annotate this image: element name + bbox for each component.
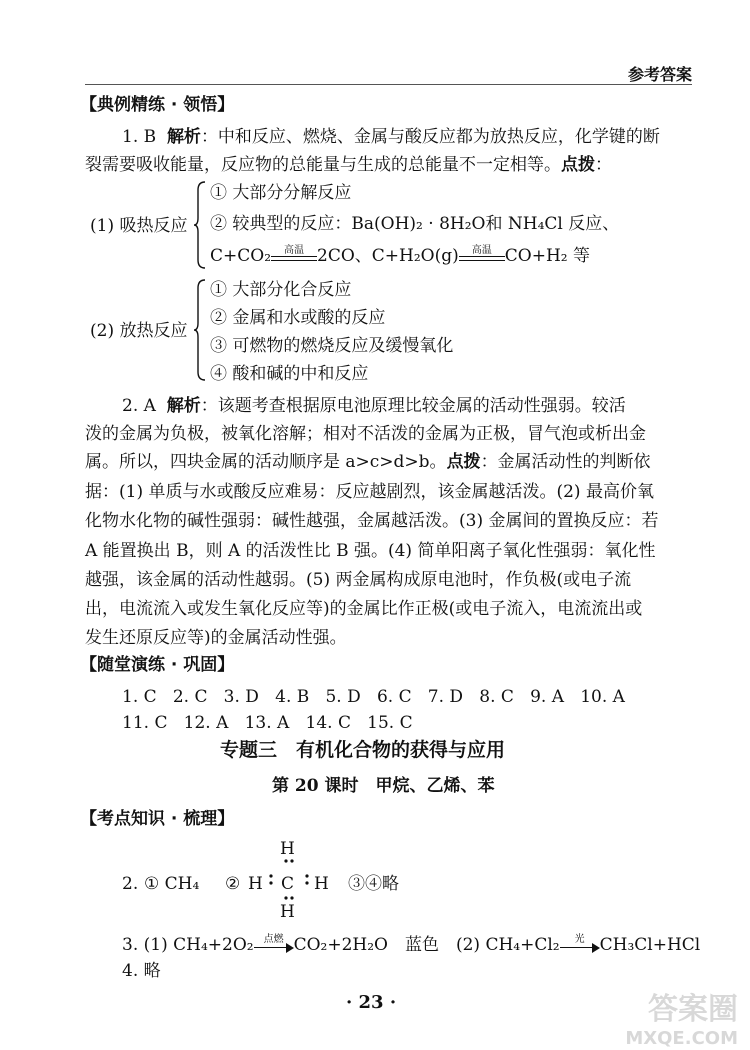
dot-c-atom: C <box>281 874 295 894</box>
q2-line7: 越强，该金属的活动性越弱。(5) 两金属构成原电池时，作负极(或电子流 <box>85 570 632 590</box>
q1-number: 1. B <box>122 127 157 147</box>
endo-brace-icon <box>193 180 207 270</box>
equals-sign-high-temp-2 <box>459 244 505 264</box>
k3-reactants-1: 3. (1) CH₄+2O₂ <box>122 935 254 955</box>
q1-dianbo-label: 点拨 <box>561 155 595 175</box>
condition-ignite: 点燃 <box>263 933 284 945</box>
endo-equation <box>210 243 590 269</box>
endo-eq-reactants: C+CO₂ <box>210 246 272 266</box>
q2-line9: 发生还原反应等)的金属活动性强。 <box>85 628 347 648</box>
exo-brace-icon <box>193 278 207 382</box>
q1-line2 <box>85 152 612 178</box>
exo-item-3: ③ 可燃物的燃烧反应及缓慢氧化 <box>210 336 454 356</box>
watermark-logo <box>598 984 738 1049</box>
q2-line2: 泼的金属为负极，被氧化溶解；相对不活泼的金属为正极，冒气泡或析出金 <box>85 424 646 444</box>
exo-label: (2) 放热反应 <box>90 321 188 341</box>
q2-number: 2. A <box>122 396 156 416</box>
k3-line <box>122 932 700 958</box>
section-title-practice: 【随堂演练 · 巩固】 <box>80 655 235 675</box>
k2-choice-34: ③④略 <box>348 874 399 894</box>
page-number: · 23 · <box>346 992 397 1013</box>
q2-line1 <box>122 393 626 419</box>
q2-dianbo-tail: ：金属活动性的判断依 <box>480 452 651 472</box>
dot-h-left: H <box>248 874 263 894</box>
section-title-knowledge: 【考点知识 · 梳理】 <box>80 809 235 829</box>
electron-dots-icon <box>260 855 320 905</box>
watermark-text: 答案圈 <box>648 992 738 1027</box>
q2-text-line: ：该题考查根据原电池原理比较金属的活动性强弱。较活 <box>200 396 626 416</box>
q2-line4: 据：(1) 单质与水或酸反应难易：反应越剧烈，该金属越活泼。(2) 最高价氧 <box>85 482 654 502</box>
k2-choice-2: ② <box>225 874 241 894</box>
k3-products-1: CO₂+2H₂O 蓝色 (2) CH₄+Cl₂ <box>293 935 560 955</box>
q2-dianbo-label: 点拨 <box>446 452 481 472</box>
q1-colon: ： <box>595 155 612 175</box>
q2-jiexi-label: 解析 <box>166 396 201 416</box>
q2-line8: 出，电流流入或发生氧化反应等)的金属比作正极(或电子流入，电流流出或 <box>85 599 643 619</box>
dot-h-top: H <box>280 839 295 859</box>
exo-item-4: ④ 酸和碱的中和反应 <box>210 364 369 384</box>
endo-label: (1) 吸热反应 <box>90 216 188 236</box>
q2-line5: 化物水化物的碱性强弱：碱性越强，金属越活泼。(3) 金属间的置换反应：若 <box>85 511 659 531</box>
k2-number: 2. <box>122 874 139 894</box>
q2-line6: A 能置换出 B，则 A 的活泼性比 B 强。(4) 简单阳离子氧化性强弱：氧化性 <box>85 541 656 561</box>
dot-h-bottom: H <box>280 902 295 922</box>
arrow-ignite-icon <box>254 933 294 953</box>
endo-eq-products: CO+H₂ 等 <box>504 246 590 266</box>
k3-products-2: CH₃Cl+HCl <box>599 935 701 955</box>
k2-choice-1: ① CH₄ <box>144 874 200 894</box>
lesson-title: 第 20 课时 甲烷、乙烯、苯 <box>272 776 495 796</box>
q1-text-line2: 裂需要吸收能量，反应物的总能量与生成的总能量不一定相等。 <box>85 155 561 175</box>
q1-line1 <box>122 124 660 150</box>
condition-label: 高温 <box>284 244 305 256</box>
section-title-examples: 【典例精练 · 领悟】 <box>80 95 235 115</box>
dot-h-right: H <box>314 874 329 894</box>
endo-item-1: ① 大部分分解反应 <box>210 183 352 203</box>
equals-sign-high-temp <box>271 244 317 264</box>
header-rule <box>85 84 692 85</box>
exo-item-1: ① 大部分化合反应 <box>210 280 352 300</box>
arrow-light-icon <box>560 933 600 953</box>
condition-light: 光 <box>574 933 585 945</box>
q2-text-line: 属。所以，四块金属的活动顺序是 a>c>d>b。 <box>85 452 447 472</box>
topic-title: 专题三 有机化合物的获得与应用 <box>220 739 506 761</box>
exo-item-2: ② 金属和水或酸的反应 <box>210 308 386 328</box>
endo-eq-middle: 2CO、C+H₂O(g) <box>317 246 459 266</box>
page-header-title: 参考答案 <box>627 65 692 84</box>
q1-text-line1: ：中和反应、燃烧、金属与酸反应都为放热反应，化学键的断 <box>200 127 660 147</box>
q2-line3 <box>85 449 651 475</box>
k4-line: 4. 略 <box>122 961 161 981</box>
answers-row-2: 11. C 12. A 13. A 14. C 15. C <box>122 713 413 733</box>
q1-jiexi-label: 解析 <box>166 127 201 147</box>
condition-label-2: 高温 <box>471 244 492 256</box>
endo-item-2: ② 较典型的反应：Ba(OH)₂ · 8H₂O和 NH₄Cl 反应、 <box>210 214 620 234</box>
watermark-url: MXQE.COM <box>625 1028 738 1049</box>
answers-row-1: 1. C 2. C 3. D 4. B 5. D 6. C 7. D 8. C 9. A 10. A <box>122 687 625 707</box>
